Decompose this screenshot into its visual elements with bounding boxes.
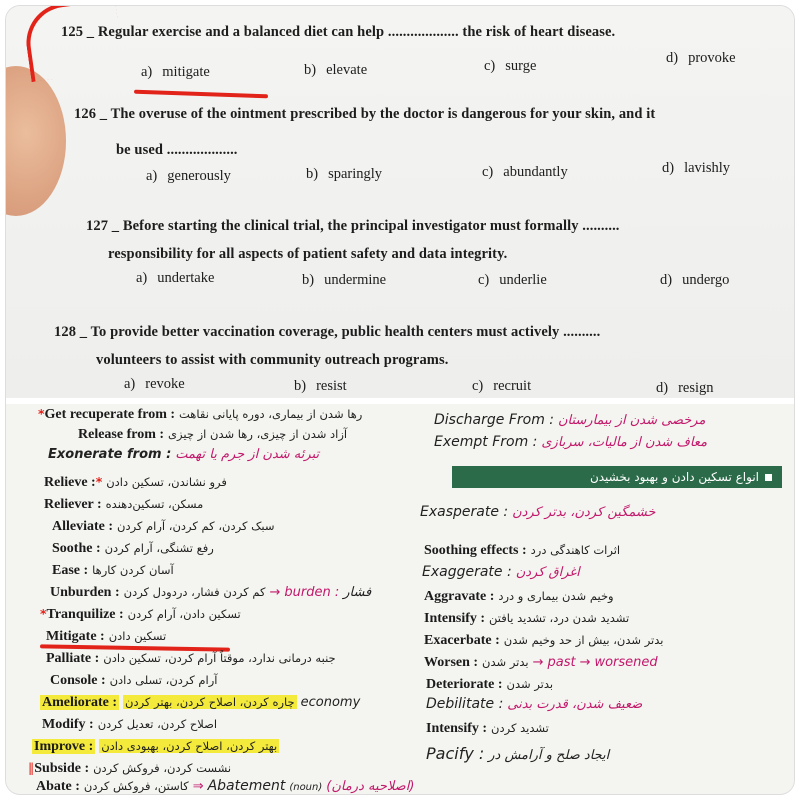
option-a: a) mitigate: [141, 64, 210, 80]
vocab-row: Deteriorate : بدتر شدن: [426, 677, 554, 692]
vocab-row: Console : آرام کردن، تسلی دادن: [50, 673, 218, 688]
exam-page: [6, 6, 794, 398]
vocab-row: Soothe : رفع تشنگی، آرام کردن: [52, 541, 214, 556]
option-a: a) revoke: [124, 376, 185, 392]
question-number: 126 _: [74, 106, 108, 122]
option-d: d) resign: [656, 380, 714, 396]
red-underline: [134, 90, 268, 99]
notes-page: [6, 404, 794, 794]
vocab-row: Modify : اصلاح کردن، تعدیل کردن: [42, 717, 218, 732]
vocab-row: Unburden : کم کردن فشار، دردودل کردن → burden : فشار: [50, 585, 372, 600]
question-stem-cont: responsibility for all aspects of patient safety and data integrity.: [108, 246, 508, 262]
vocab-row: Exempt From : معاف شدن از مالیات، سربازی: [434, 434, 708, 450]
option-b: b) undermine: [302, 272, 387, 288]
vocab-row: Release from : آزاد شدن از چیزی، رها شدن از چیزی: [78, 427, 348, 442]
question-number: 128 _: [54, 324, 88, 340]
option-d: d) lavishly: [662, 160, 731, 176]
question-stem-cont: be used ...................: [116, 142, 238, 158]
question-stem: Before starting the clinical trial, the principal investigator must formally ..........: [122, 218, 620, 234]
question-stem: To provide better vaccination coverage, public health centers must actively ..........: [90, 324, 601, 340]
collage-frame: [6, 6, 794, 794]
vocab-row: Abate : کاستن، فروکش کردن ⇒ Abatement (noun) (اصلاحیه درمان): [36, 778, 415, 794]
vocab-row: Exasperate : خشمگین کردن، بدتر کردن: [420, 504, 656, 520]
vocab-row: Debilitate : ضعیف شدن، قدرت بدنی: [426, 696, 643, 712]
question-stem: Regular exercise and a balanced diet can help ................... the risk of heart disease.: [97, 24, 616, 40]
vocab-row: Soothing effects : اثرات کاهندگی درد: [424, 543, 621, 558]
option-c: c) abundantly: [482, 164, 568, 180]
vocab-row: Intensify : تشدید شدن درد، تشدید یافتن: [424, 611, 630, 626]
option-b: b) elevate: [304, 62, 368, 78]
red-pen-mark: [21, 6, 124, 82]
question-127: [86, 218, 620, 235]
option-a: a) generously: [146, 168, 231, 184]
option-b: b) resist: [294, 378, 347, 394]
vocab-row: Reliever : مسکن، تسکین‌دهنده: [44, 497, 204, 512]
question-125: [61, 24, 615, 41]
vocab-row: Improve : بهتر کردن، اصلاح کردن، بهبودی دادن: [34, 739, 278, 754]
vocab-row: Discharge From : مرخصی شدن از بیمارستان: [434, 412, 706, 428]
vocab-row: Pacify : ایجاد صلح و آرامش در: [426, 744, 610, 763]
vocab-row: Intensify : تشدید کردن: [426, 721, 549, 736]
vocab-row: Worsen : بدتر شدن → past → worsened: [424, 655, 658, 670]
vocab-row: Palliate : جنبه درمانی ندارد، موقتاً آرام کردن، تسکین دادن: [46, 651, 336, 666]
option-a: a) undertake: [136, 270, 215, 286]
question-number: 125 _: [61, 24, 95, 40]
option-c: c) surge: [484, 58, 537, 74]
vocab-row: Exonerate from : تبرئه شدن از جرم یا تهمت: [48, 447, 320, 462]
option-d: d) provoke: [666, 50, 736, 66]
question-stem: The overuse of the ointment prescribed by the doctor is dangerous for your skin, and it: [110, 106, 656, 122]
vocab-row: Aggravate : وخیم شدن بیماری و درد: [424, 589, 614, 604]
option-c: c) recruit: [472, 378, 532, 394]
vocab-row: Ease : آسان کردن کارها: [52, 563, 174, 578]
vocab-row: Ameliorate : چاره کردن، اصلاح کردن، بهتر کردن economy: [42, 695, 361, 710]
option-b: b) sparingly: [306, 166, 383, 182]
vocab-row: Mitigate : تسکین دادن: [46, 629, 167, 644]
option-c: c) underlie: [478, 272, 547, 288]
vocab-row: Relieve :* فرو نشاندن، تسکین دادن: [44, 474, 227, 490]
vocab-row: *Tranquilize : تسکین دادن، آرام کردن: [40, 606, 241, 622]
option-d: d) undergo: [660, 272, 730, 288]
vocab-row: Exaggerate : اغراق کردن: [422, 564, 580, 580]
question-stem-cont: volunteers to assist with community outreach programs.: [96, 352, 449, 368]
vocab-row: Alleviate : سبک کردن، کم کردن، آرام کردن: [52, 519, 275, 534]
vocab-row: Exacerbate : بدتر شدن، بیش از حد وخیم شدن: [424, 633, 664, 648]
section-header: انواع تسکین دادن و بهبود بخشیدن: [452, 466, 782, 488]
question-number: 127 _: [86, 218, 120, 234]
vocab-row: *Get recuperate from : رها شدن از بیماری، دوره پایانی نقاهت: [38, 406, 363, 422]
thumb-image: [6, 66, 66, 216]
question-128: [54, 324, 600, 341]
question-126: [74, 106, 655, 123]
vocab-row: ‖Subside : نشست کردن، فروکش کردن: [28, 760, 232, 776]
